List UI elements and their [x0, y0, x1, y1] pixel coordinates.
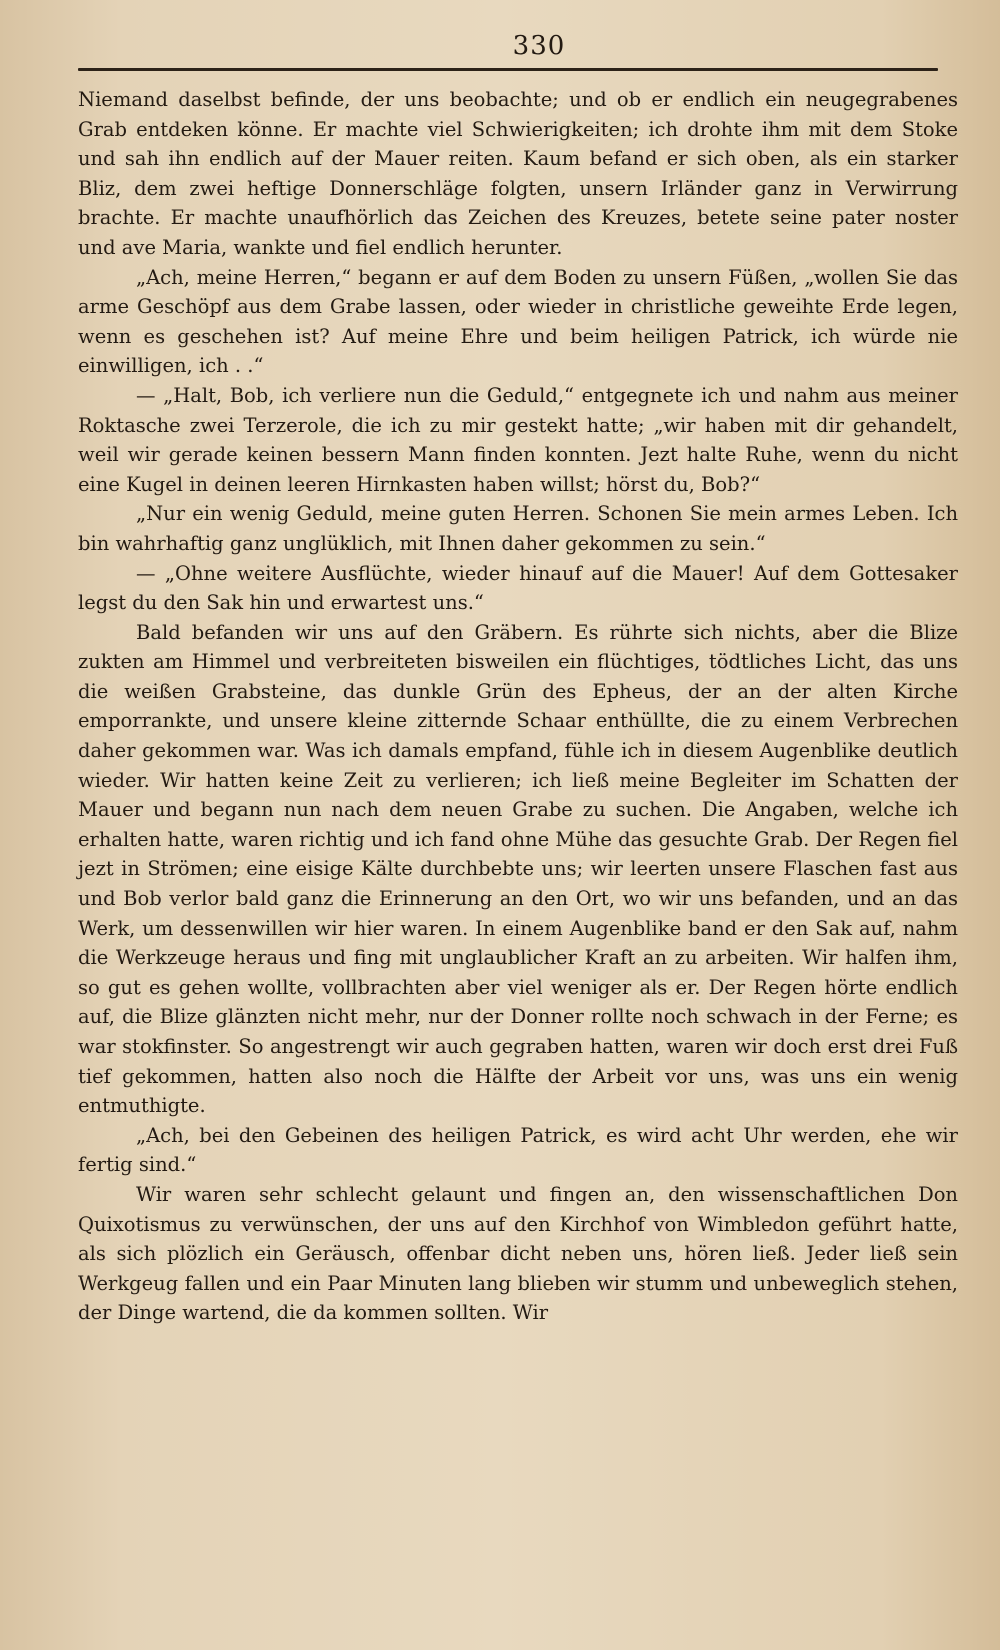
- paragraph: — „Ohne weitere Ausflüchte, wieder hinauf auf die Mauer! Auf dem Gottesaker legst du den Sak hin und erwartest uns.“: [78, 561, 958, 615]
- paragraph: „Ach, meine Herren,“ begann er auf dem Boden zu unsern Füßen, „wollen Sie das arme Geschöpf aus dem Grabe lassen, oder wieder in christliche geweihte Erde legen, wenn es geschehen ist? Auf meine Ehre und beim heiligen Patrick, ich würde nie einwilligen, ich . .“: [78, 265, 958, 378]
- paragraph: Niemand daselbst befinde, der uns beobachte; und ob er endlich ein neugegrabenes Grab entdeken könne. Er machte viel Schwierigkeiten; ich drohte ihm mit dem Stoke und sah ihn endlich auf der Mauer reiten. Kaum befand er sich oben, als ein starker Bliz, dem zwei heftige Donnerschläge folgten, unsern Irländer ganz in Verwirrung brachte. Er machte unaufhörlich das Zeichen des Kreuzes, betete seine pater noster und ave Maria, wankte und fiel endlich herunter.: [78, 88, 958, 259]
- paragraph: Bald befanden wir uns auf den Gräbern. Es rührte sich nichts, aber die Blize zukten am Himmel und verbreiteten bisweilen ein flüchtiges, tödtliches Licht, das uns die weißen Grabsteine, das dunkle Grün des Epheus, der an der alten Kirche emporrankte, und unsere kleine zitternde Schaar enthüllte, die zu einem Verbrechen daher gekommen war. Was ich damals empfand, fühle ich in diesem Augenblike deutlich wieder. Wir hatten keine Zeit zu verlieren; ich ließ meine Begleiter im Schatten der Mauer und begann nun nach dem neuen Grabe zu suchen. Die Angaben, welche ich erhalten hatte, waren richtig und ich fand ohne Mühe das gesuchte Grab. Der Regen fiel jezt in Strömen; eine eisige Kälte durchbebte uns; wir leerten unsere Flaschen fast aus und Bob verlor bald ganz die Erinnerung an den Ort, wo wir uns befanden, und an das Werk, um dessenwillen wir hier waren. In einem Augenblike band er den Sak auf, nahm die Werkzeuge heraus und fing mit unglaublicher Kraft an zu arbeiten. Wir halfen ihm, so gut es gehen wollte, vollbrachten aber viel weniger als er. Der Regen hörte endlich auf, die Blize glänzten nicht mehr, nur der Donner rollte noch schwach in der Ferne; es war stokfinster. So angestrengt wir auch gegraben hatten, waren wir doch erst drei Fuß tief gekommen, hatten also noch die Hälfte der Arbeit vor uns, was uns ein wenig entmuthigte.: [78, 620, 958, 1118]
- paragraph: „Nur ein wenig Geduld, meine guten Herren. Schonen Sie mein armes Leben. Ich bin wahrhaftig ganz unglüklich, mit Ihnen daher gekommen zu sein.“: [78, 502, 958, 555]
- paragraph: Wir waren sehr schlecht gelaunt und fingen an, den wissenschaftlichen Don Quixotismus zu verwünschen, der uns auf den Kirchhof von Wimbledon geführt hatte, als sich plözlich ein Geräusch, offenbar dicht neben uns, hören ließ. Jeder ließ sein Werkgeug fallen und ein Paar Minuten lang blieben wir stumm und unbeweglich stehen, der Dinge wartend, die da kommen sollten. Wir: [78, 1182, 958, 1325]
- paragraph: — „Halt, Bob, ich verliere nun die Geduld,“ entgegnete ich und nahm aus meiner Roktasche zwei Terzerole, die ich zu mir gestekt hatte; „wir haben mit dir gehandelt, weil wir gerade keinen bessern Mann finden konnten. Jezt halte Ruhe, wenn du nicht eine Kugel in deinen leeren Hirnkasten haben willst; hörst du, Bob?“: [78, 383, 958, 496]
- header-rule: [78, 68, 938, 71]
- paragraph: „Ach, bei den Gebeinen des heiligen Patrick, es wird acht Uhr werden, ehe wir fertig sind.“: [78, 1123, 958, 1177]
- body-text: [78, 85, 964, 1328]
- page-number: 330: [512, 31, 566, 61]
